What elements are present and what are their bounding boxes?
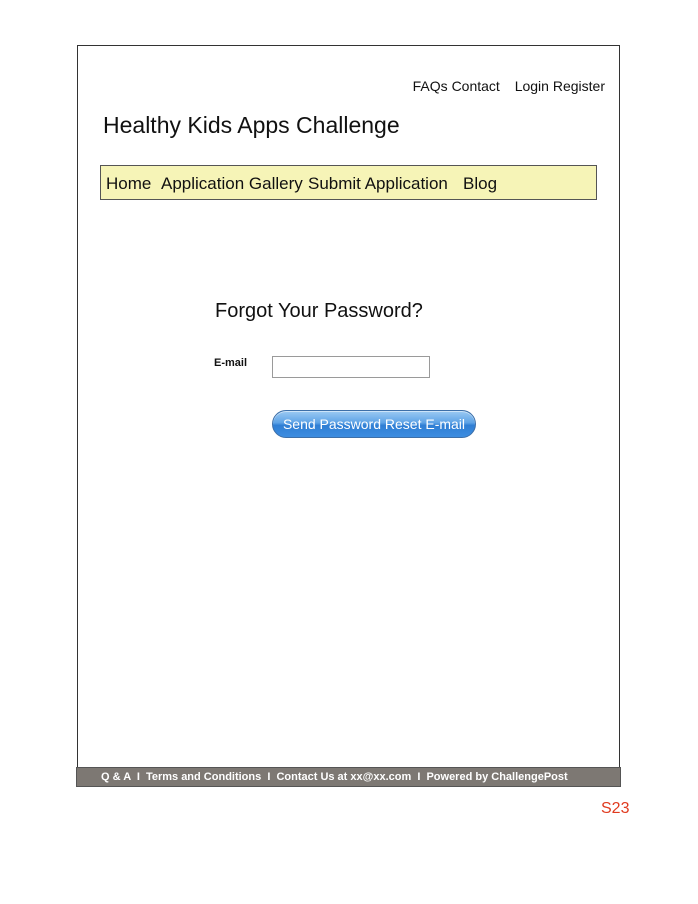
nav-item-blog[interactable]: Blog: [463, 174, 498, 193]
nav-item-home[interactable]: Home: [106, 174, 152, 193]
screen-id-label: S23: [601, 800, 630, 817]
footer-separator: I: [417, 771, 421, 783]
register-link[interactable]: Register: [552, 78, 605, 94]
footer-qa-link[interactable]: Q & A: [101, 771, 131, 783]
site-title: Healthy Kids Apps Challenge: [103, 112, 400, 138]
footer-contact-link[interactable]: Contact Us at xx@xx.com: [276, 771, 412, 783]
footer-separator: I: [267, 771, 271, 783]
footer-terms-link[interactable]: Terms and Conditions: [145, 771, 262, 783]
email-input[interactable]: [272, 356, 430, 378]
send-password-reset-button[interactable]: Send Password Reset E-mail: [272, 410, 476, 438]
main-nav: [100, 165, 597, 200]
nav-item-application-gallery[interactable]: Application Gallery: [161, 174, 303, 193]
nav-item-submit-application[interactable]: Submit Application: [308, 174, 448, 193]
email-label: E-mail: [214, 357, 248, 369]
top-links: [413, 78, 605, 94]
faqs-link[interactable]: FAQs: [412, 78, 448, 94]
contact-link[interactable]: Contact: [451, 78, 500, 94]
login-link[interactable]: Login: [514, 78, 549, 94]
footer-separator: I: [136, 771, 140, 783]
footer: [76, 767, 621, 787]
forgot-password-title: Forgot Your Password?: [215, 300, 423, 322]
footer-powered-by-link[interactable]: Powered by ChallengePost: [426, 771, 568, 783]
